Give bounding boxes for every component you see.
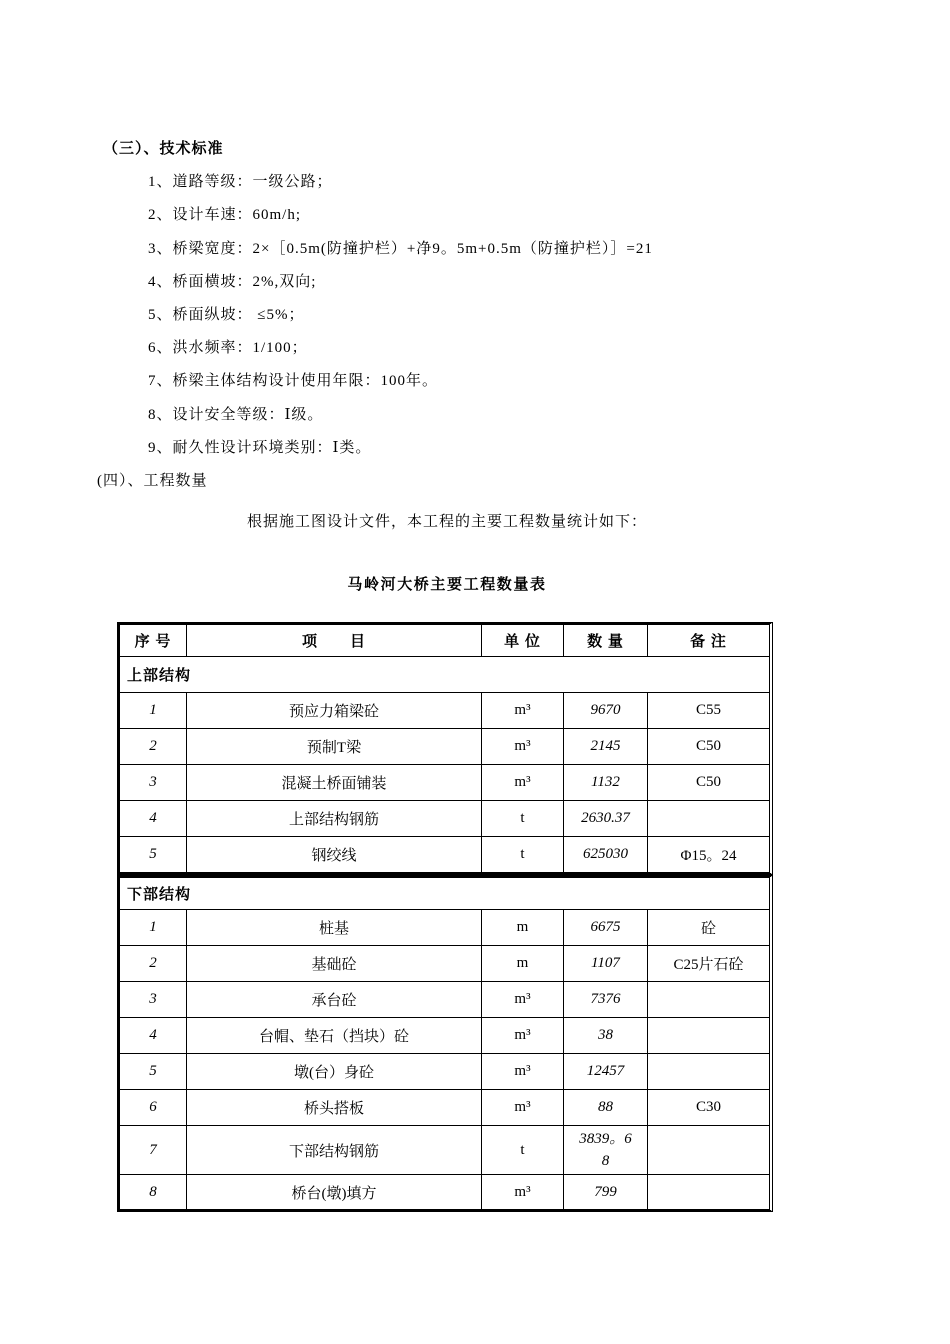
section-label-upper: 上部结构 [120, 657, 769, 693]
cell-unit: m [482, 946, 564, 982]
cell-remark [648, 1054, 769, 1090]
cell-unit: m³ [482, 1090, 564, 1126]
cell-item: 桥台(墩)填方 [187, 1175, 482, 1209]
cell-remark: C50 [648, 765, 769, 801]
table-title: 马岭河大桥主要工程数量表 [347, 577, 547, 593]
cell-quantity: 2630.37 [564, 801, 648, 837]
cell-item: 桥头搭板 [187, 1090, 482, 1126]
standard-item: 7、桥梁主体结构设计使用年限：100年。 [148, 373, 439, 390]
standard-item: 5、桥面纵坡： ≤5%； [148, 306, 305, 323]
standard-item: 6、洪水频率：1/100； [148, 340, 308, 357]
cell-remark [648, 1175, 769, 1209]
table-row [120, 1175, 769, 1209]
table-row [120, 837, 769, 872]
cell-quantity: 38 [564, 1018, 648, 1054]
cell-remark: 砼 [648, 910, 769, 946]
cell-remark: Φ15。24 [680, 848, 737, 864]
cell-quantity: 799 [564, 1175, 648, 1209]
cell-no: 1 [120, 910, 187, 946]
standard-item: 8、设计安全等级：Ⅰ级。 [148, 406, 324, 423]
cell-item: 下部结构钢筋 [187, 1126, 482, 1175]
standard-item: 2、设计车速：60m/h; [148, 207, 302, 224]
quantities-intro-paragraph: 根据施工图设计文件，本工程的主要工程数量统计如下： [246, 514, 647, 530]
cell-no: 8 [120, 1175, 187, 1209]
cell-no: 3 [120, 765, 187, 801]
cell-unit: t [482, 837, 564, 872]
table-row [120, 729, 769, 765]
cell-quantity: 88 [564, 1090, 648, 1126]
cell-item: 上部结构钢筋 [187, 801, 482, 837]
table-row [120, 946, 769, 982]
standard-item: 1、道路等级：一级公路； [148, 174, 333, 191]
cell-item: 台帽、垫石（挡块）砼 [187, 1018, 482, 1054]
cell-item: 预应力箱梁砼 [187, 693, 482, 729]
standard-item: 3、桥梁宽度：2×［0.5m(防撞护栏）+净9。5m+0.5m（防撞护栏）］=21 [148, 240, 653, 257]
cell-remark: C50 [648, 729, 769, 765]
table-row [120, 765, 769, 801]
table-row [120, 1090, 769, 1126]
header-quantity: 数 量 [564, 625, 648, 657]
cell-unit: m³ [482, 765, 564, 801]
cell-item: 预制T梁 [187, 729, 482, 765]
table-row [120, 1126, 769, 1175]
cell-no: 7 [120, 1126, 187, 1175]
cell-remark [648, 982, 769, 1018]
standard-item: 9、耐久性设计环境类别：Ⅰ类。 [148, 439, 372, 456]
cell-remark [648, 801, 769, 837]
quantity-table-upper [117, 622, 773, 875]
table-row [120, 693, 769, 729]
section-row-lower [120, 878, 769, 910]
cell-unit: m³ [482, 729, 564, 765]
section-heading-technical-standards: （三）、技术标准 [103, 141, 224, 157]
standard-item: 4、桥面横坡：2%,双向; [148, 273, 317, 290]
header-unit: 单 位 [482, 625, 564, 657]
cell-item: 混凝土桥面铺装 [187, 765, 482, 801]
technical-standards-section [0, 133, 950, 498]
table-header-row [120, 625, 769, 657]
section-label-lower: 下部结构 [120, 878, 769, 910]
cell-quantity-wrapper [564, 1126, 648, 1175]
cell-quantity: 2145 [564, 729, 648, 765]
section-heading-quantities: (四）、工程数量 [97, 472, 208, 489]
table-row [120, 1054, 769, 1090]
cell-remark: C30 [648, 1090, 769, 1126]
table-row [120, 910, 769, 946]
cell-no: 4 [120, 801, 187, 837]
cell-remark [648, 1126, 769, 1175]
cell-unit: m³ [482, 693, 564, 729]
cell-remark: C55 [648, 693, 769, 729]
cell-unit: m³ [482, 982, 564, 1018]
cell-no: 5 [120, 837, 187, 872]
cell-quantity: 7376 [564, 982, 648, 1018]
cell-unit: m³ [482, 1175, 564, 1209]
cell-quantity: 625030 [564, 837, 648, 872]
cell-no: 3 [120, 982, 187, 1018]
cell-unit: t [482, 1126, 564, 1175]
cell-item: 基础砼 [187, 946, 482, 982]
cell-quantity: 12457 [564, 1054, 648, 1090]
table-row [120, 1018, 769, 1054]
table-row [120, 982, 769, 1018]
cell-quantity: 1132 [564, 765, 648, 801]
cell-unit: m [482, 910, 564, 946]
cell-item: 墩(台）身砼 [187, 1054, 482, 1090]
cell-quantity: 1107 [564, 946, 648, 982]
cell-item: 钢绞线 [187, 837, 482, 872]
cell-remark [648, 1018, 769, 1054]
cell-quantity: 3839。68 [579, 1131, 632, 1169]
cell-no: 6 [120, 1090, 187, 1126]
cell-no: 4 [120, 1018, 187, 1054]
cell-unit: t [482, 801, 564, 837]
cell-remark: C25片石砼 [648, 946, 769, 982]
cell-quantity: 9670 [564, 693, 648, 729]
cell-no: 1 [120, 693, 187, 729]
cell-no: 2 [120, 729, 187, 765]
header-item: 项 目 [187, 625, 482, 657]
header-remark: 备 注 [648, 625, 769, 657]
cell-unit: m³ [482, 1054, 564, 1090]
quantity-table-lower [117, 875, 773, 1212]
cell-no: 5 [120, 1054, 187, 1090]
cell-quantity: 6675 [564, 910, 648, 946]
section-row-upper [120, 657, 769, 693]
table-row [120, 801, 769, 837]
cell-item: 承台砼 [187, 982, 482, 1018]
cell-unit: m³ [482, 1018, 564, 1054]
cell-item: 桩基 [187, 910, 482, 946]
header-no: 序 号 [120, 625, 187, 657]
cell-no: 2 [120, 946, 187, 982]
